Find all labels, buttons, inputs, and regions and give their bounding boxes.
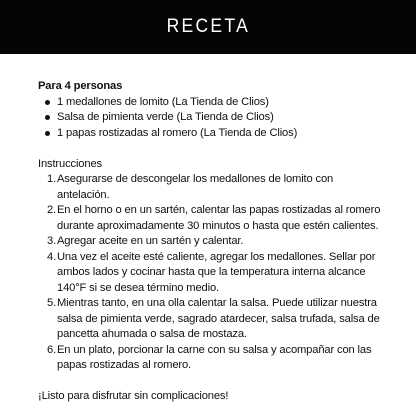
step-item — [47, 234, 388, 250]
ingredient-item — [57, 110, 388, 126]
servings-heading: Para 4 personas — [38, 80, 123, 92]
step-text: Agregar aceite en un sartén y calentar. — [57, 235, 244, 247]
ingredient-item — [57, 126, 388, 142]
ingredient-list — [38, 95, 388, 142]
step-item — [47, 172, 388, 203]
step-text: Mientras tanto, en una olla calentar la salsa. Puede utilizar nuestra salsa de pimienta verde, sagrado atardecer, salsa trufada, salsa de pancetta ahumada o salsa de mostaza. — [57, 297, 380, 340]
header-bar — [0, 0, 416, 54]
instructions-heading: Instrucciones — [38, 157, 102, 170]
bullet-icon — [45, 131, 50, 136]
ingredient-text: 1 papas rostizadas al romero (La Tienda de Clios) — [57, 126, 298, 139]
step-number: 3. — [47, 235, 57, 247]
spacer — [38, 141, 388, 157]
ingredient-item — [57, 95, 388, 111]
ingredient-text: Salsa de pimienta verde (La Tienda de Clios) — [57, 111, 274, 123]
step-item — [47, 296, 388, 343]
instruction-steps — [38, 172, 388, 374]
recipe-content — [38, 79, 388, 405]
ingredient-text: 1 medallones de lomito (La Tienda de Clios) — [57, 95, 269, 108]
step-number: 2. — [47, 204, 57, 216]
step-item — [47, 203, 388, 234]
step-number: 5. — [47, 297, 57, 309]
step-number: 1. — [47, 173, 57, 185]
step-number: 6. — [47, 343, 57, 356]
closing-text: ¡Listo para disfrutar sin complicaciones! — [38, 390, 229, 402]
bullet-icon — [45, 115, 50, 120]
step-text: Una vez el aceite esté caliente, agregar los medallones. Sellar por ambos lados y cocinar hasta que la temperatura interna alcance 140°F si se desea término medio. — [57, 250, 376, 294]
step-item — [47, 343, 388, 374]
bullet-icon — [45, 100, 50, 105]
step-text: Asegurarse de descongelar los medallones de lomito con antelación. — [57, 173, 334, 201]
step-item — [47, 250, 388, 297]
step-text: En el horno o en un sartén, calentar las papas rostizadas al romero durante aproximadamente 30 minutos o hasta que estén calientes. — [57, 204, 381, 232]
page-title: RECETA — [166, 16, 250, 37]
spacer — [38, 374, 388, 390]
step-number: 4. — [47, 250, 57, 263]
step-text: En un plato, porcionar la carne con su salsa y acompañar con las papas rostizadas al romero. — [57, 343, 372, 371]
